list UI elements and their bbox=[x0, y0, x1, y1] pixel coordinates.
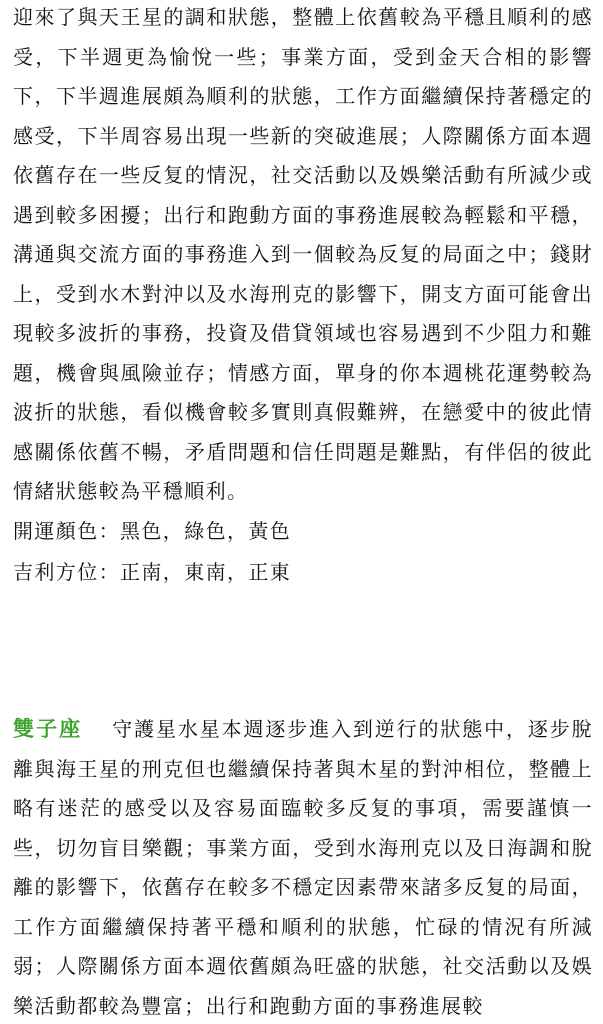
previous-sign-paragraph: 迎來了與天王星的調和狀態，整體上依舊較為平穩且順利的感受，下半週更為愉悅一些；事業方面，受到金天合相的影響下，下半週進展頗為順利的狀態，工作方面繼續保持著穩定的感受，下半周容易出現一些新的突破進展；人際關係方面本週依舊存在一些反复的情況，社交活動以及娛樂活動有所減少或遇到較多困擾；出行和跑動方面的事務進展較為輕鬆和平穩，溝通與交流方面的事務進入到一個較為反复的局面之中；錢財上，受到水木對沖以及水海刑克的影響下，開支方面可能會出現較多波折的事務，投資及借貸領域也容易遇到不少阻力和難題，機會與風險並存；情感方面，單身的你本週桃花運勢較為波折的狀態，看似機會較多實則真假難辨，在戀愛中的彼此情感關係依舊不暢，矛盾問題和信任問題是難點，有伴侶的彼此情緒狀態較為平穩順利。 bbox=[13, 5, 593, 503]
gemini-paragraph bbox=[0, 710, 593, 1024]
gemini-sign-title: 雙子座 bbox=[13, 717, 83, 741]
lucky-colors-line: 開運顏色：黑色，綠色，黃色 bbox=[13, 519, 292, 543]
lucky-direction-line: 吉利方位：正南，東南，正東 bbox=[13, 560, 292, 584]
gemini-body-text: 守護星水星本週逐步進入到逆行的狀態中，逐步脫離與海王星的刑克但也繼續保持著與木星的對沖相位，整體上略有迷茫的感受以及容易面臨較多反复的事項，需要謹慎一些，切勿盲目樂觀；事業方面，受到水海刑克以及日海調和脫離的影響下，依舊存在較多不穩定因素帶來諸多反复的局面，工作方面繼續保持著平穩和順利的狀態，忙碌的情況有所減弱；人際關係方面本週依舊頗為旺盛的狀態，社交活動以及娛樂活動都較為豐富；出行和跑動方面的事務進展較 bbox=[13, 717, 593, 1018]
